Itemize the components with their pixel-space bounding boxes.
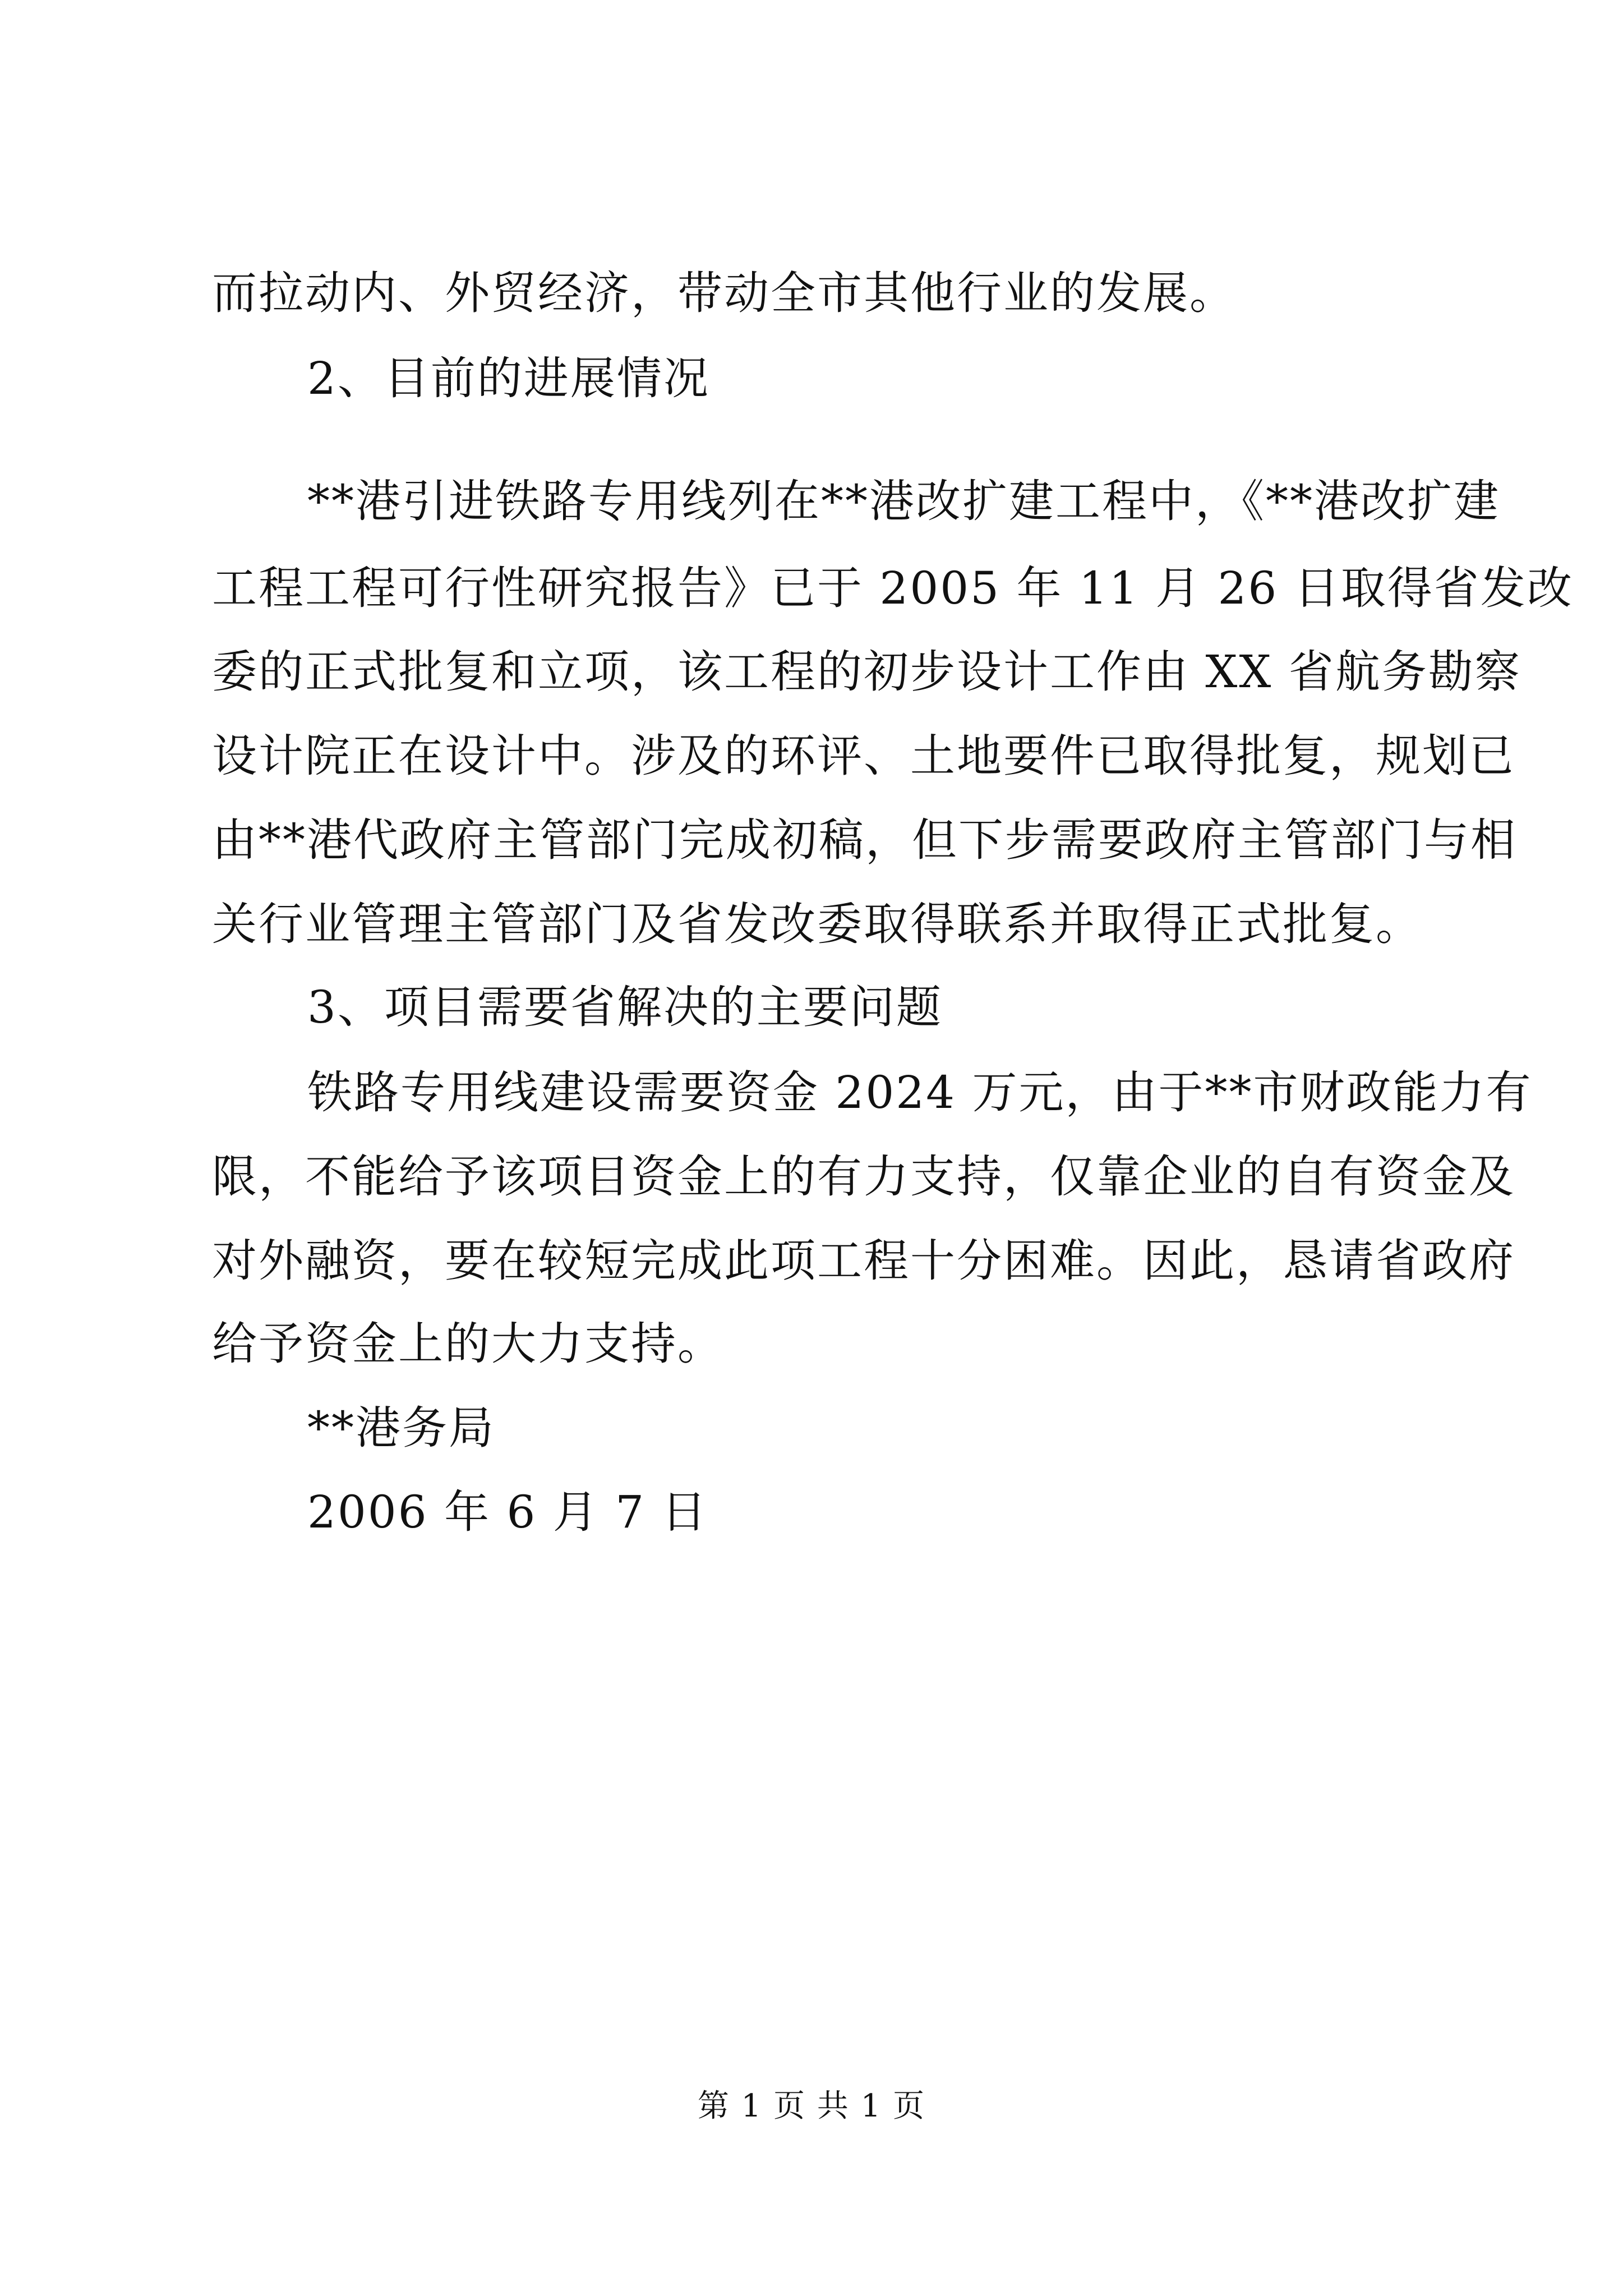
body-line-4: 工程工程可行性研究报告》已于 2005 年 11 月 26 日取得省发改 <box>212 562 1574 614</box>
body-line-1: 而拉动内、外贸经济，带动全市其他行业的发展。 <box>212 267 1236 319</box>
signature-date: 2006 年 6 月 7 日 <box>307 1486 708 1538</box>
signature-organization: **港务局 <box>307 1402 495 1454</box>
body-line-13: 给予资金上的大力支持。 <box>212 1318 724 1370</box>
body-line-10: 铁路专用线建设需要资金 2024 万元，由于**市财政能力有 <box>307 1066 1533 1119</box>
section-heading-progress: 2、目前的进展情况 <box>307 352 710 404</box>
body-line-12: 对外融资，要在较短完成此项工程十分困难。因此，恳请省政府 <box>212 1235 1515 1287</box>
body-line-5: 委的正式批复和立项，该工程的初步设计工作由 XX 省航务勘察 <box>212 646 1521 698</box>
section-heading-issues: 3、项目需要省解决的主要问题 <box>307 981 943 1033</box>
body-line-8: 关行业管理主管部门及省发改委取得联系并取得正式批复。 <box>212 898 1422 950</box>
body-line-6: 设计院正在设计中。涉及的环评、土地要件已取得批复，规划已 <box>212 730 1515 782</box>
page-footer: 第 1 页 共 1 页 <box>697 2088 926 2124</box>
body-line-3: **港引进铁路专用线列在**港改扩建工程中，《**港改扩建 <box>307 475 1500 527</box>
body-line-11: 限，不能给予该项目资金上的有力支持，仅靠企业的自有资金及 <box>212 1151 1515 1203</box>
body-line-7: 由**港代政府主管部门完成初稿，但下步需要政府主管部门与相 <box>212 814 1517 866</box>
